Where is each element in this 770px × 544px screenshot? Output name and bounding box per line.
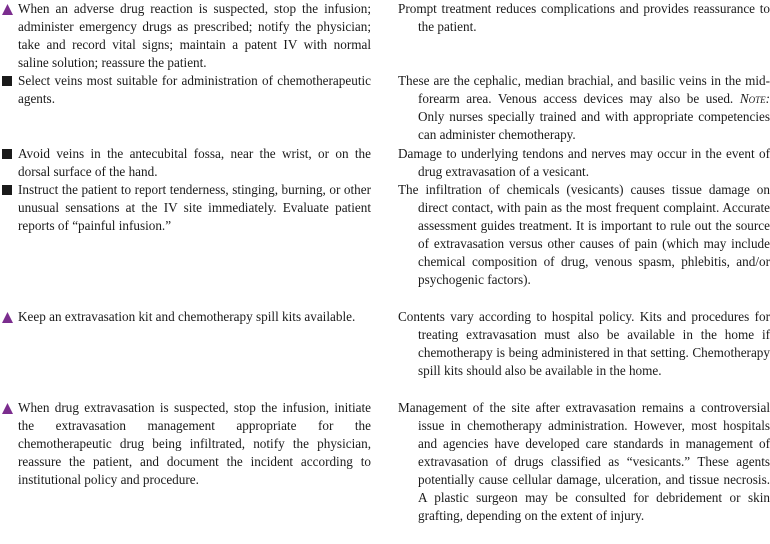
intervention-label: Keep an extravasation kit and chemotherapy spill kits available. (18, 309, 356, 324)
intervention-text (0, 72, 371, 108)
intervention-label: When drug extravasation is suspected, stop the infusion, initiate the extravasation management appropriate for the chemotherapeutic drug being infiltrated, notify the physician, reassure the patient, and document the incident according to institutional policy and procedure. (18, 400, 371, 487)
rationale-text: Damage to underlying tendons and nerves may occur in the event of drug extravasation of a vesicant. (398, 146, 770, 179)
rationale-text (398, 72, 770, 144)
rationale-label: These are the cephalic, median brachial, and basilic veins in the mid-forearm area. Venous access devices may also be used. (398, 73, 770, 106)
intervention-text (0, 0, 371, 72)
intervention-text (0, 399, 371, 489)
square-icon (2, 149, 12, 159)
triangle-icon (2, 4, 13, 15)
note-text: Only nurses specially trained and with appropriate competencies can administer chemotherapy. (418, 109, 770, 142)
rationale-text: Management of the site after extravasation remains a controversial issue in chemotherapy administration. However, most hospitals and agencies have developed care standards in management of extravasation of drugs classified as “vesicants.” These agents potentially cause cellular damage, ulceration, and tissue necrosis. A plastic surgeon may be consulted for debridement or skin grafting, depending on the extent of injury. (398, 400, 770, 523)
rationale-text: Contents vary according to hospital policy. Kits and procedures for treating extravasation must also be available in the home if chemotherapy is being administered in that setting. Chemotherapy spill kits should also be available in the home. (398, 309, 770, 378)
intervention-label: Avoid veins in the antecubital fossa, near the wrist, or on the dorsal surface of the hand. (18, 146, 371, 179)
intervention-label: When an adverse drug reaction is suspected, stop the infusion; administer emergency drugs as prescribed; notify the physician; take and record vital signs; maintain a patent IV with normal saline solution; reassure the patient. (18, 1, 371, 70)
intervention-text (0, 145, 371, 181)
note-label: Note: (739, 91, 770, 106)
rationale-text: The infiltration of chemicals (vesicants) causes tissue damage on direct contact, with pain as the most frequent complaint. Accurate assessment guides treatment. It is important to rule out the source of extravasation versus other causes of pain (which may include chemical composition of drug, venous spasm, phlebitis, and/or psychogenic factors). (398, 182, 770, 287)
intervention-text (0, 308, 371, 326)
intervention-text (0, 181, 371, 235)
intervention-label: Select veins most suitable for administration of chemotherapeutic agents. (18, 73, 371, 106)
intervention-label: Instruct the patient to report tenderness, stinging, burning, or other unusual sensations at the IV site immediately. Evaluate patient reports of “painful infusion.” (18, 182, 371, 233)
triangle-icon (2, 403, 13, 414)
rationale-text: Prompt treatment reduces complications and provides reassurance to the patient. (398, 1, 770, 34)
square-icon (2, 76, 12, 86)
triangle-icon (2, 312, 13, 323)
square-icon (2, 185, 12, 195)
